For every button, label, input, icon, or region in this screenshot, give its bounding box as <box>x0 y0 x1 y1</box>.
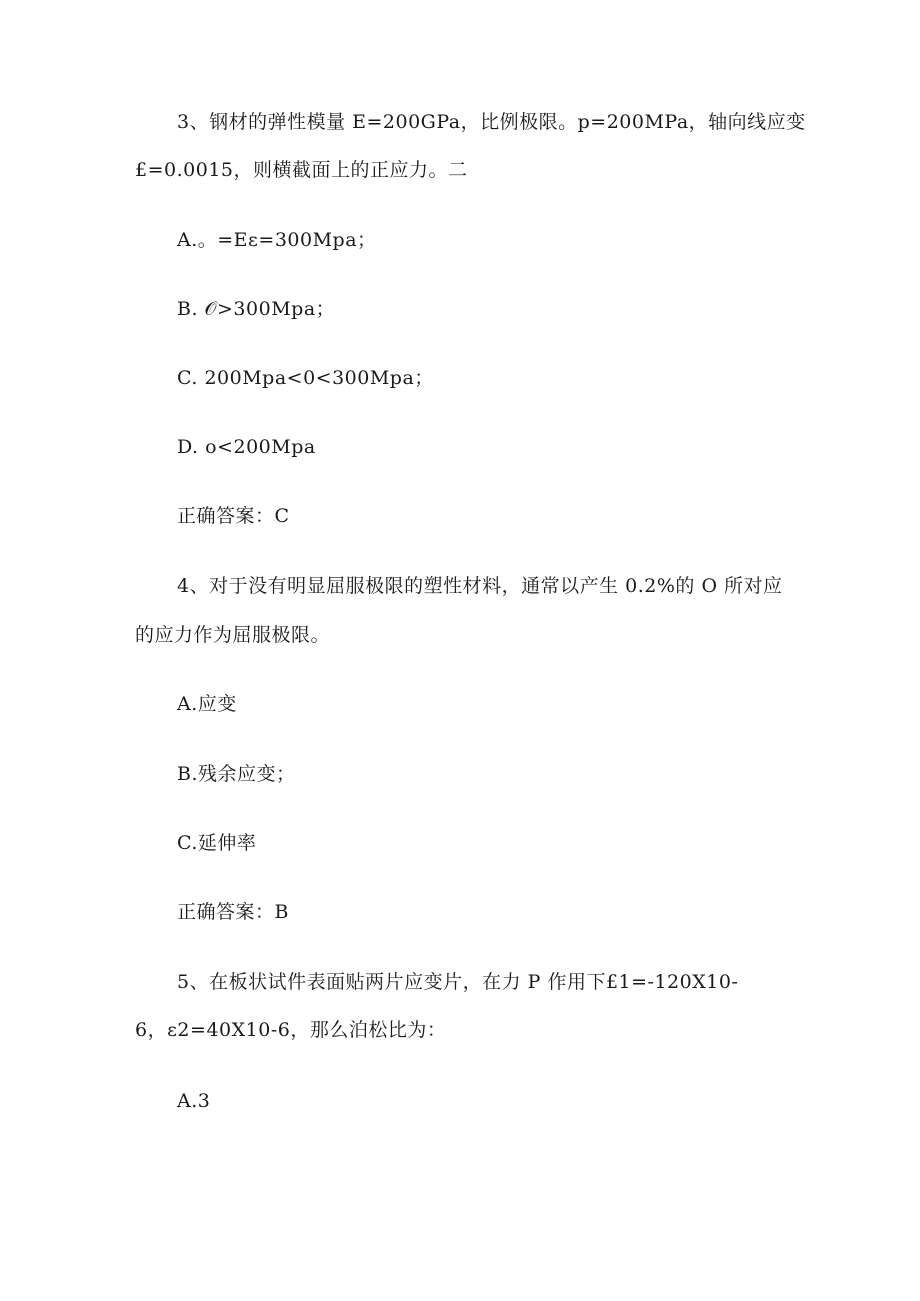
question-3-option-c: C. 200Mpa<0<300Mpa； <box>177 367 434 389</box>
question-4-stem-line-2: 的应力作为屈服极限。 <box>135 624 331 646</box>
question-4-option-a: A.应变 <box>177 693 237 715</box>
question-4-answer: 正确答案：B <box>177 901 289 923</box>
question-3-stem-line-1: 3、钢材的弹性模量 E=200GPa，比例极限。p=200MPa，轴向线应变 <box>177 111 806 133</box>
question-3-option-b: B. 𝒪>300Mpa； <box>177 298 336 320</box>
question-4-option-c: C.延伸率 <box>177 832 257 854</box>
question-5-stem-line-1: 5、在板状试件表面贴两片应变片，在力 P 作用下£1=-120X10- <box>177 971 739 993</box>
question-3-option-a: A.。=Eε=300Mpa； <box>177 229 377 251</box>
question-3-stem-line-2: £=0.0015，则横截面上的正应力。二 <box>135 159 468 181</box>
question-5-stem-line-2: 6，ε2=40X10-6，那么泊松比为： <box>135 1019 447 1041</box>
question-4-stem-line-1: 4、对于没有明显屈服极限的塑性材料，通常以产生 0.2%的 O 所对应 <box>177 575 783 597</box>
question-3-answer: 正确答案：C <box>177 505 290 527</box>
question-3-option-d: D. o<200Mpa <box>177 436 316 458</box>
question-4-option-b: B.残余应变； <box>177 763 296 785</box>
question-5-option-a: A.3 <box>177 1090 211 1112</box>
